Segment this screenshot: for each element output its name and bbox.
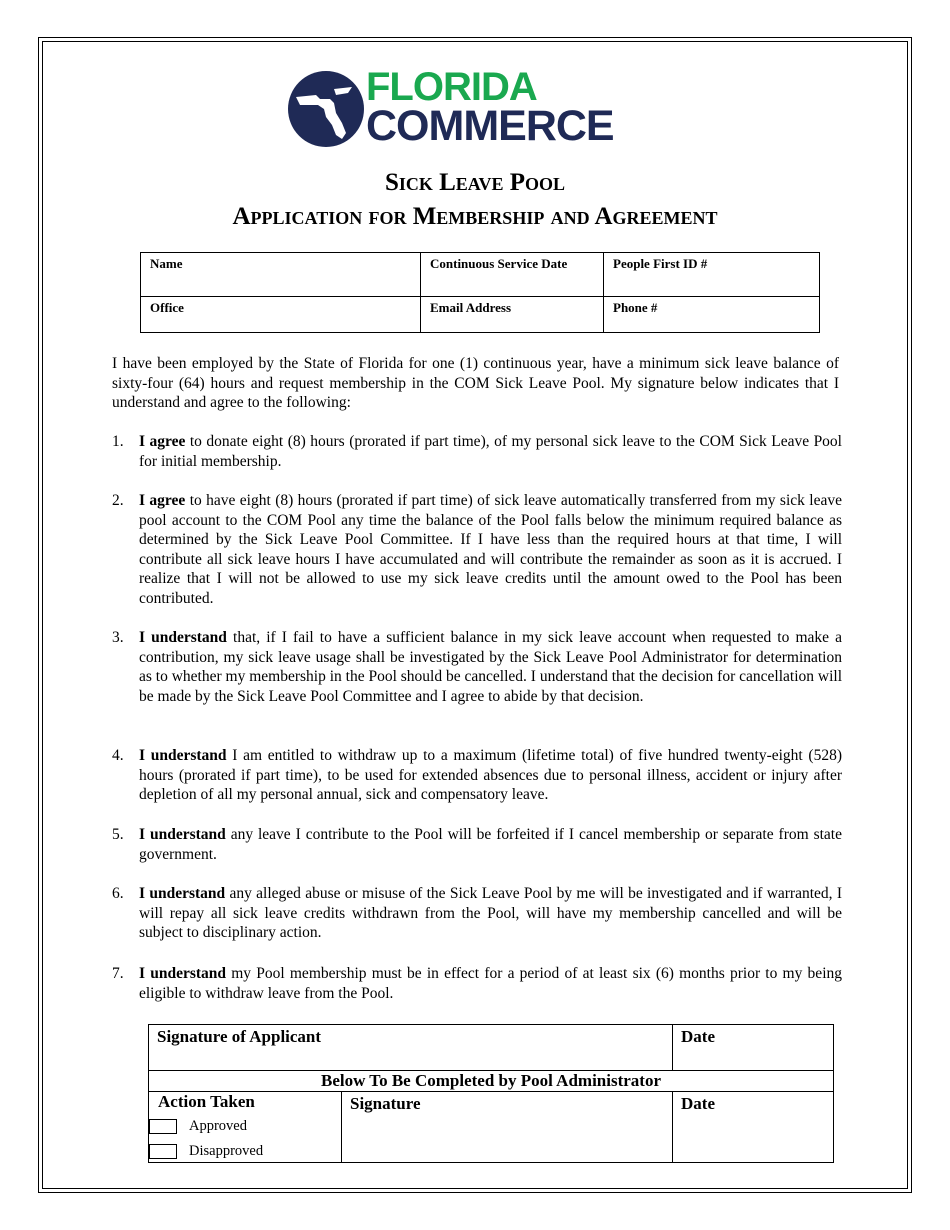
agreement-item-4	[112, 746, 842, 805]
item-text: to donate eight (8) hours (prorated if part time), of my personal sick leave to the COM Sick Leave Pool for initial membership.	[139, 433, 842, 470]
disapproved-checkbox[interactable]	[149, 1144, 177, 1159]
people-first-id-label: People First ID #	[613, 256, 708, 271]
form-subtitle: Application for Membership and Agreement	[232, 203, 718, 230]
intro-paragraph: I have been employed by the State of Florida for one (1) continuous year, have a minimum sick leave balance of sixty-four (64) hours and request membership in the COM Sick Leave Pool. My signature below indicates that I understand and agree to the following:	[112, 355, 839, 411]
item-text: I am entitled to withdraw up to a maximum (lifetime total) of five hundred twenty-eight (528) hours (prorated if part time), to be used for extended absences due to personal illness, accident or injury after depletion of all my personal annual, sick and compensatory leave.	[139, 747, 842, 804]
email-field[interactable]	[421, 297, 604, 333]
disapproved-label: Disapproved	[189, 1143, 264, 1159]
agreement-item-1	[112, 432, 842, 471]
florida-commerce-logo	[284, 55, 656, 161]
form-title: Sick Leave Pool	[384, 169, 566, 196]
item-number: 7.	[112, 965, 124, 982]
logo-line-florida: FLORIDA	[366, 65, 537, 109]
approved-checkbox[interactable]	[149, 1119, 177, 1134]
item-lead: I understand	[139, 885, 226, 902]
admin-date-label: Date	[681, 1094, 715, 1113]
agreement-item-6	[112, 884, 842, 943]
applicant-date-field[interactable]	[673, 1025, 834, 1071]
agreement-item-5	[112, 825, 842, 864]
email-label: Email Address	[430, 300, 512, 315]
agreement-item-7	[112, 964, 842, 1003]
item-number: 1.	[112, 433, 124, 450]
item-lead: I understand	[139, 629, 227, 646]
item-number: 4.	[112, 747, 124, 764]
item-lead: I agree	[139, 492, 186, 509]
signature-table	[148, 1024, 834, 1163]
applicant-signature-label: Signature of Applicant	[157, 1027, 322, 1046]
item-lead: I understand	[139, 965, 227, 982]
name-label: Name	[150, 256, 183, 271]
service-date-field[interactable]	[421, 253, 604, 297]
item-number: 6.	[112, 885, 124, 902]
applicant-signature-field[interactable]	[149, 1025, 673, 1071]
admin-signature-label: Signature	[350, 1094, 421, 1113]
action-taken-cell	[149, 1092, 342, 1163]
item-text: any alleged abuse or misuse of the Sick Leave Pool by me will be investigated and if warranted, I will repay all sick leave credits withdrawn from the Pool, will have my membership cancelled and will be subject to disciplinary action.	[139, 885, 843, 942]
admin-signature-field[interactable]	[342, 1092, 673, 1163]
admin-date-field[interactable]	[673, 1092, 834, 1163]
people-first-id-field[interactable]	[604, 253, 820, 297]
name-field[interactable]	[141, 253, 421, 297]
item-number: 5.	[112, 826, 124, 843]
item-text: that, if I fail to have a sufficient balance in my sick leave account when requested to make a contribution, my sick leave usage shall be investigated by the Sick Leave Pool Administrator for determination as to whether my membership in the Pool should be cancelled. I understand that the decision for cancellation will be made by the Sick Leave Pool Committee and I agree to abide by that decision.	[139, 629, 842, 705]
office-label: Office	[150, 300, 184, 315]
logo-line-commerce: COMMERCE	[366, 102, 614, 150]
office-field[interactable]	[141, 297, 421, 333]
applicant-date-label: Date	[681, 1027, 715, 1046]
logo-wordmark	[366, 67, 614, 148]
item-lead: I understand	[139, 747, 227, 764]
item-text: to have eight (8) hours (prorated if part time) of sick leave automatically transferred from my sick leave pool account to the COM Pool any time the balance of the Pool falls below the minimum required balance as determined by the Sick Leave Pool Committee. If I have less than the required hours at that time, I will contribute all sick leave hours I have accumulated and will contribute the remainder as soon as it is accrued. I realize that I will not be allowed to use my sick leave credits until the amount owed to the Pool has been contributed.	[139, 492, 842, 607]
item-number: 2.	[112, 492, 124, 509]
item-text: my Pool membership must be in effect for a period of at least six (6) months prior to my being eligible to withdraw leave from the Pool.	[139, 965, 842, 1002]
item-lead: I understand	[139, 826, 226, 843]
agreement-item-2	[112, 491, 842, 609]
item-text: any leave I contribute to the Pool will be forfeited if I cancel membership or separate from state government.	[139, 826, 842, 863]
approved-label: Approved	[189, 1118, 247, 1134]
admin-section-header: Below To Be Completed by Pool Administrator	[149, 1071, 834, 1092]
item-number: 3.	[112, 629, 124, 646]
item-lead: I agree	[139, 433, 186, 450]
applicant-info-table	[140, 252, 820, 333]
phone-field[interactable]	[604, 297, 820, 333]
agreement-item-3	[112, 628, 842, 706]
phone-label: Phone #	[613, 300, 658, 315]
action-taken-label: Action Taken	[158, 1092, 255, 1111]
florida-seal-icon	[286, 69, 366, 149]
service-date-label: Continuous Service Date	[430, 256, 568, 271]
